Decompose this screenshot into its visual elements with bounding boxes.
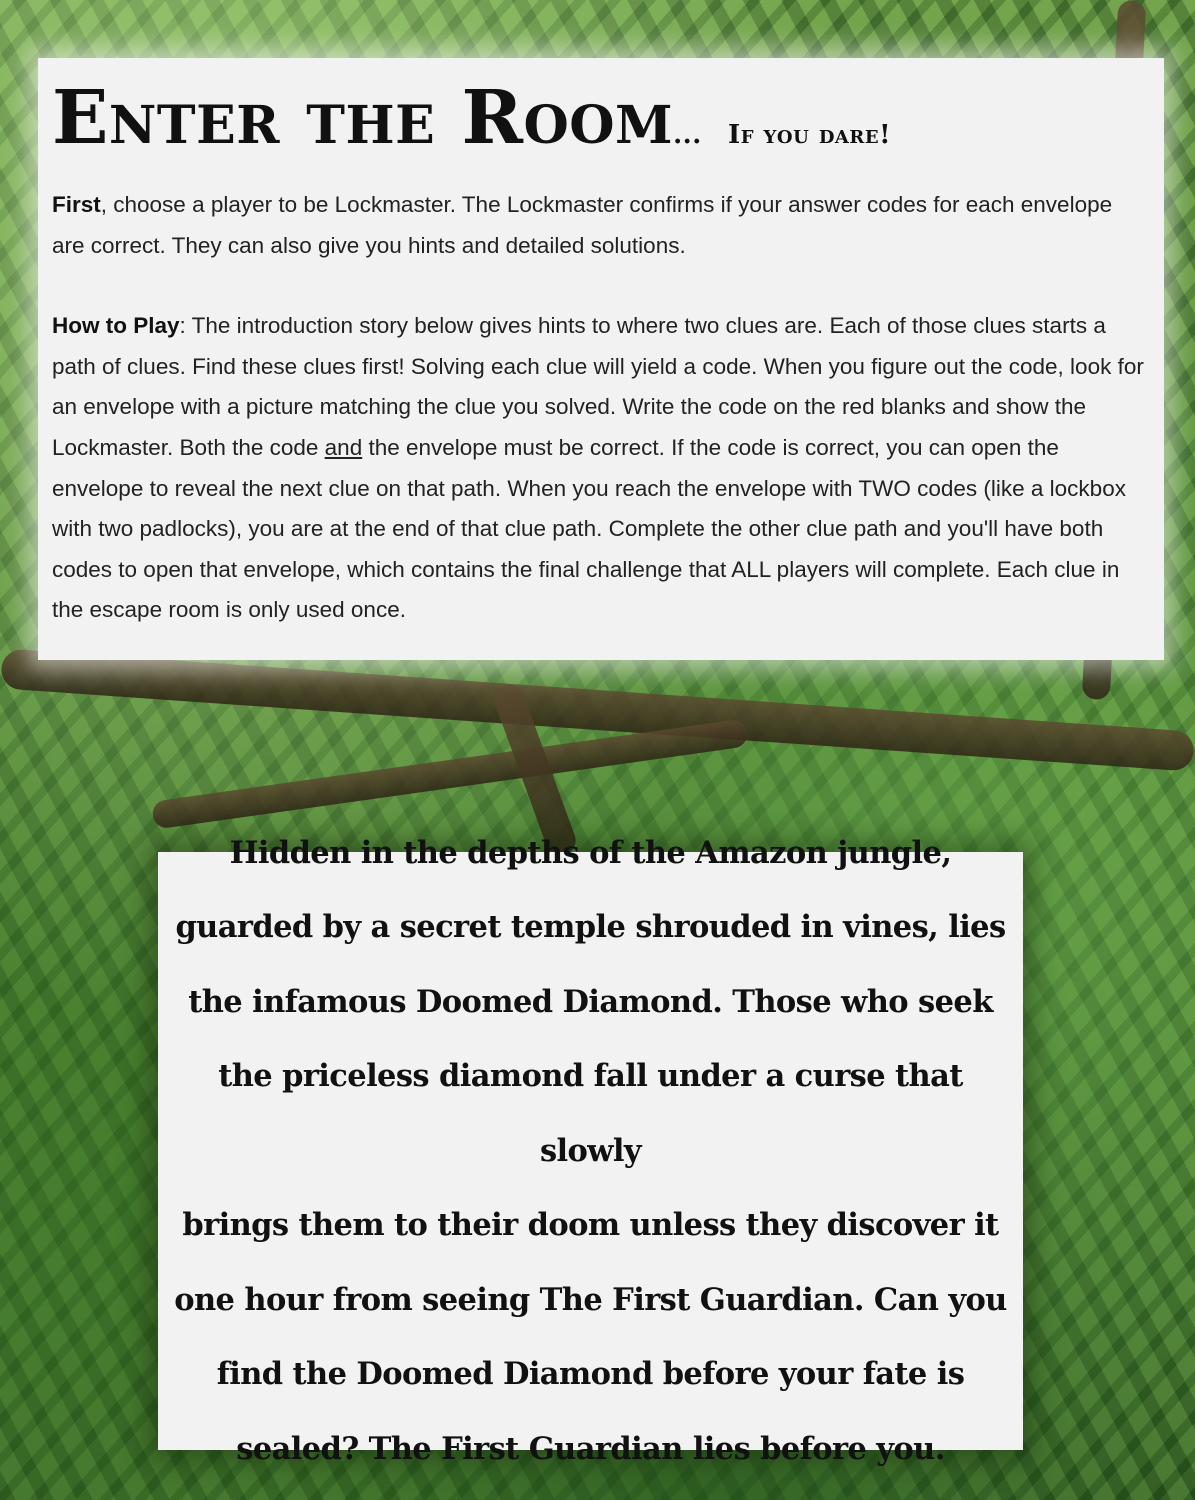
title-main: Enter the Room xyxy=(52,75,674,161)
first-label: First xyxy=(52,192,101,217)
story-line: the priceless diamond fall under a curse that slowly xyxy=(218,1058,963,1169)
title-subtitle: If you dare! xyxy=(728,120,891,150)
page-title xyxy=(52,72,1150,181)
how-to-play-text: : The introduction story below gives hints to where two clues are. Each of those clues starts a path of clues. Find these clues first! Solving each clue will yield a code. When you figure out the code, look for an envelope with a picture matching the clue you solved. Write the code on the red blanks and show the Lockmaster. Both the code xyxy=(52,313,1144,460)
story-line: guarded by a secret temple shrouded in vines, lies xyxy=(175,909,1006,946)
how-to-play-label: How to Play xyxy=(52,313,180,339)
story-line: one hour from seeing The First Guardian. Can you xyxy=(174,1281,1007,1318)
story-line: the infamous Doomed Diamond. Those who seek xyxy=(188,983,993,1020)
story-line: Hidden in the depths of the Amazon jungle, xyxy=(229,834,952,871)
paragraph-spacer xyxy=(52,266,1150,306)
story-line: brings them to their doom unless they discover it xyxy=(182,1207,999,1244)
story-text xyxy=(166,816,1015,1487)
story-panel xyxy=(158,834,1023,1467)
how-to-play-paragraph xyxy=(52,306,1150,631)
first-paragraph xyxy=(52,185,1150,266)
how-to-play-text-continued: the envelope must be correct. If the code is correct, you can open the envelope to reveal the next clue on that path. When you reach the envelope with TWO codes (like a lockbox with two padlocks), you are at the end of that clue path. Complete the other clue path and you'll have both codes to open that envelope, which contains the final challenge that ALL players will complete. Each clue in the escape room is only used once. xyxy=(52,434,1126,623)
first-text: , choose a player to be Lockmaster. The Lockmaster confirms if your answer codes for each envelope are correct. They can also give you hints and detailed solutions. xyxy=(52,192,1113,258)
title-ellipsis: ... xyxy=(673,120,702,150)
instructions-panel xyxy=(38,58,1164,660)
story-line: sealed? The First Guardian lies before you. xyxy=(236,1430,945,1467)
background-branch xyxy=(151,718,749,829)
story-line: find the Doomed Diamond before your fate is xyxy=(216,1356,965,1393)
how-to-play-underlined-word: and xyxy=(324,434,363,460)
